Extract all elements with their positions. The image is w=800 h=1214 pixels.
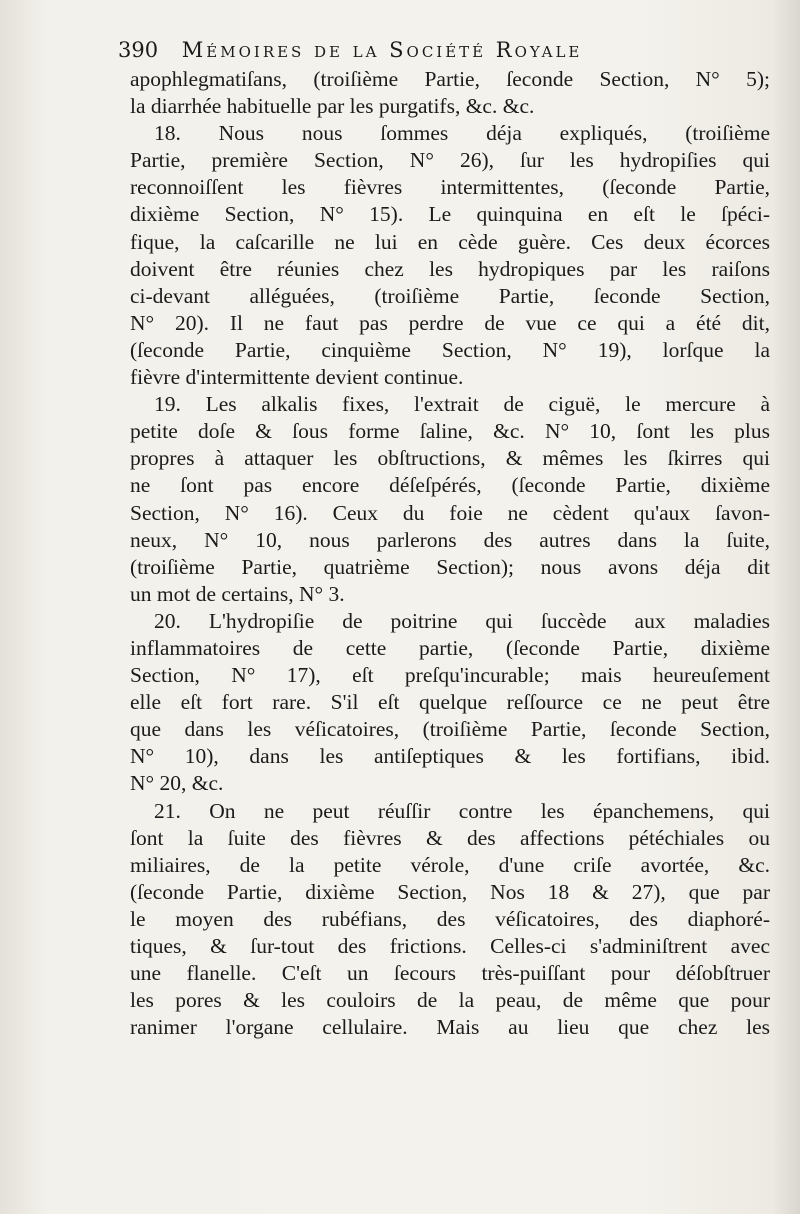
text-line: 20. L'hydropiſie de poitrine qui ſuccède aux maladies xyxy=(154,608,770,633)
text-line: inflammatoires de cette partie, (ſeconde Partie, dixième xyxy=(130,635,770,660)
text-line: miliaires, de la petite vérole, d'une criſe avortée, &c. xyxy=(130,852,770,877)
text-line: la diarrhée habituelle par les purgatifs, &c. &c. xyxy=(130,94,535,119)
text-line: N° 10), dans les antiſeptiques & les fortifians, ibid. xyxy=(130,744,770,769)
text-line: les pores & les couloirs de la peau, de même que pour xyxy=(130,988,770,1013)
text-line: N° 20, &c. xyxy=(130,771,224,796)
page-body-text xyxy=(130,66,770,1041)
text-line: ne ſont pas encore déſeſpérés, (ſeconde Partie, dixième xyxy=(130,473,770,498)
running-header xyxy=(118,38,758,62)
text-line: (ſeconde Partie, cinquième Section, N° 19), lorſque la xyxy=(130,337,770,362)
text-line: ſont la ſuite des fièvres & des affections pétéchiales ou xyxy=(130,825,770,850)
text-line: tiques, & ſur-tout des frictions. Celles-ci s'adminiſtrent avec xyxy=(130,934,770,958)
text-line: elle eſt fort rare. S'il eſt quelque reſſource ce ne peut être xyxy=(130,690,770,715)
text-line: petite doſe & ſous forme ſaline, &c. N° 10, ſont les plus xyxy=(130,419,770,444)
text-line: N° 20). Il ne faut pas perdre de vue ce qui a été dit, xyxy=(130,310,770,335)
text-line: 19. Les alkalis fixes, l'extrait de ciguë, le mercure à xyxy=(154,392,770,417)
text-line: neux, N° 10, nous parlerons des autres dans la ſuite, xyxy=(130,527,770,552)
text-line: ci-devant alléguées, (troiſième Partie, ſeconde Section, xyxy=(130,283,770,308)
text-line: propres à attaquer les obſtructions, & mêmes les ſkirres qui xyxy=(130,446,770,471)
text-line: fique, la caſcarille ne lui en cède guère. Ces deux écorces xyxy=(130,229,770,254)
text-line: ranimer l'organe cellulaire. Mais au lieu que chez les xyxy=(130,1015,770,1040)
text-line: un mot de certains, N° 3. xyxy=(130,581,345,606)
text-line: Partie, première Section, N° 26), ſur les hydropiſies qui xyxy=(130,148,770,173)
text-line: Section, N° 16). Ceux du foie ne cèdent qu'aux ſavon- xyxy=(130,500,770,525)
text-line: 18. Nous nous ſommes déja expliqués, (troiſième xyxy=(154,121,770,146)
text-line: Section, N° 17), eſt preſqu'incurable; mais heureuſement xyxy=(130,663,770,688)
text-line: une flanelle. C'eſt un ſecours très-puiſſant pour déſobſtruer xyxy=(130,961,770,986)
page-edge-shadow xyxy=(772,0,800,1214)
running-title: Mémoires de la Société Royale xyxy=(181,38,583,62)
text-line: apophlegmatiſans, (troiſième Partie, ſeconde Section, N° 5); xyxy=(130,67,770,91)
text-line: que dans les véſicatoires, (troiſième Partie, ſeconde Section, xyxy=(130,717,770,742)
text-line: reconnoiſſent les fièvres intermittentes, (ſeconde Partie, xyxy=(130,175,770,200)
text-line: fièvre d'intermittente devient continue. xyxy=(130,365,464,390)
text-line: dixième Section, N° 15). Le quinquina en eſt le ſpéci- xyxy=(130,202,770,227)
text-line: doivent être réunies chez les hydropiques par les raiſons xyxy=(130,256,770,281)
page-number: 390 xyxy=(118,38,159,62)
text-line: le moyen des rubéfians, des véſicatoires, des diaphoré- xyxy=(130,906,770,931)
text-line: (ſeconde Partie, dixième Section, Nos 18 & 27), que par xyxy=(130,879,770,904)
text-line: (troiſième Partie, quatrième Section); nous avons déja dit xyxy=(130,554,770,579)
text-line: 21. On ne peut réuſſir contre les épanchemens, qui xyxy=(154,798,770,823)
